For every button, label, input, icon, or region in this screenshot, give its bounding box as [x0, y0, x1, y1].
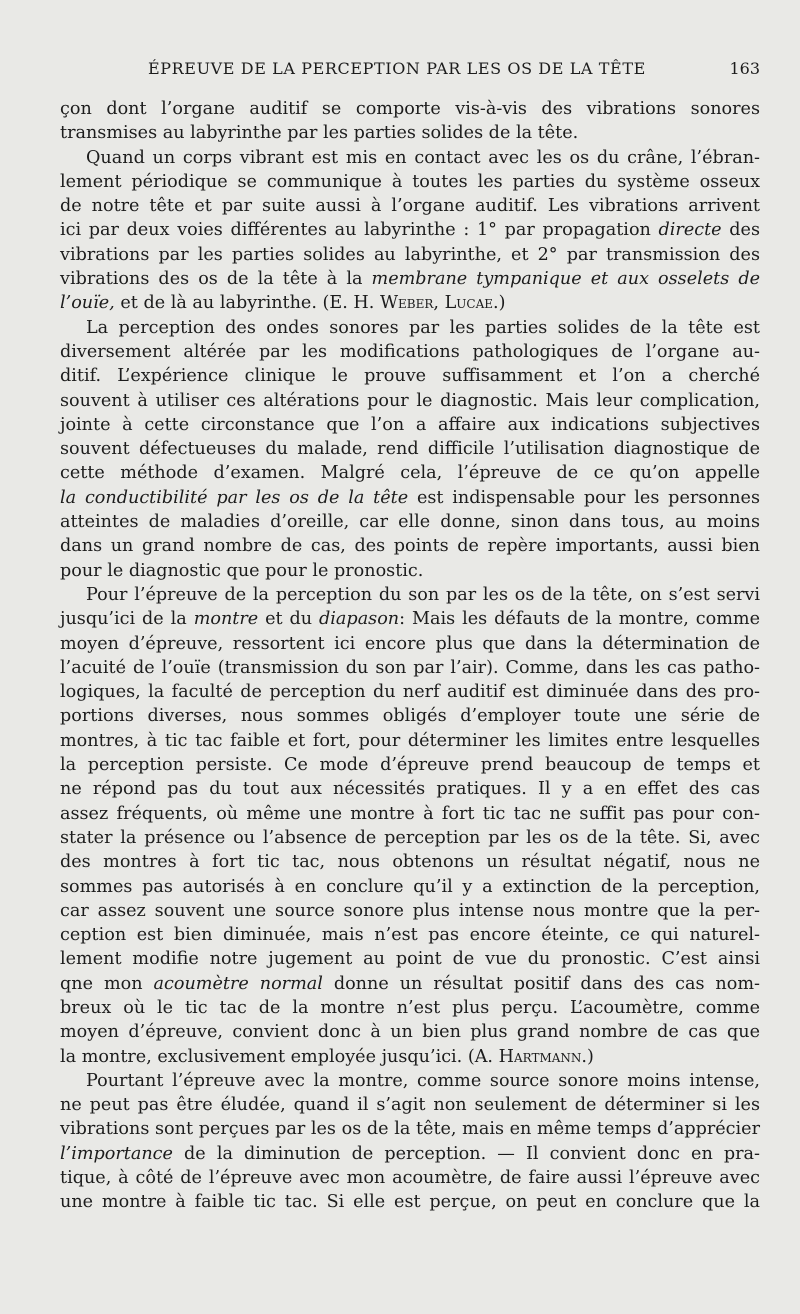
- text-line: [60, 559, 760, 583]
- text-segment: .): [493, 293, 506, 314]
- italic-text: membrane tympanique et aux osselets de: [371, 269, 760, 290]
- text-line: [60, 486, 760, 510]
- italic-text: montre: [193, 609, 259, 630]
- running-head: [60, 59, 760, 85]
- italic-text: l’importance: [60, 1143, 173, 1164]
- text-line: [60, 680, 760, 704]
- italic-text: l’ouïe,: [60, 293, 115, 314]
- text-segment: ,: [433, 293, 445, 314]
- page-number: 163: [729, 59, 760, 78]
- text-line: [60, 1069, 760, 1093]
- text-line: [60, 194, 760, 218]
- text-segment: Pourtant l’épreuve avec la montre, comme source sonore moins intense,: [86, 1070, 760, 1091]
- text-segment: est indispensable pour les personnes: [408, 487, 760, 508]
- text-segment: ici par deux voies différentes au labyrinthe : 1° par propagation: [60, 220, 659, 241]
- text-line: [60, 364, 760, 388]
- text-segment: Quand un corps vibrant est mis en contact avec les os du crâne, l’ébran-: [86, 147, 760, 168]
- text-segment: et de là au labyrinthe. (E. H.: [114, 293, 380, 314]
- text-segment: Pour l’épreuve de la perception du son par les os de la tête, on s’est servi: [86, 584, 760, 605]
- text-segment: çon dont l’organe auditif se comporte vis-à-vis des vibrations sonores: [60, 99, 760, 119]
- text-segment: donne un résultat positif dans des cas nom-: [322, 973, 760, 994]
- text-segment: la perception persiste. Ce mode d’épreuve prend beaucoup de temps et: [60, 755, 760, 776]
- text-line: [60, 607, 760, 631]
- text-line: [60, 1190, 760, 1214]
- text-line: [60, 170, 760, 194]
- text-line: [60, 243, 760, 267]
- text-line: [60, 1117, 760, 1141]
- text-segment: souvent défectueuses du malade, rend difficile l’utilisation diagnostique de: [60, 439, 760, 460]
- text-segment: car assez souvent une source sonore plus intense nous montre que la per-: [60, 900, 760, 921]
- text-segment: jointe à cette circonstance que l’on a affaire aux indications subjectives: [60, 414, 760, 435]
- text-segment: stater la présence ou l’absence de perception par les os de la tête. Si, avec: [60, 827, 760, 848]
- text-line: [60, 996, 760, 1020]
- text-segment: : Mais les défauts de la montre, comme: [399, 609, 760, 630]
- text-segment: ne peut pas être éludée, quand il s’agit non seulement de déterminer si les: [60, 1095, 760, 1116]
- text-line: [60, 534, 760, 558]
- text-segment: logiques, la faculté de perception du nerf auditif est diminuée dans des pro-: [60, 682, 760, 703]
- text-segment: La perception des ondes sonores par les parties solides de la tête est: [86, 317, 760, 338]
- italic-text: directe: [658, 220, 722, 241]
- text-line: [60, 389, 760, 413]
- text-line: [60, 267, 760, 291]
- text-segment: l’acuité de l’ouïe (transmission du son par l’air). Comme, dans les cas patho-: [60, 657, 760, 678]
- author-name: Lucae: [444, 293, 494, 314]
- text-segment: transmises au labyrinthe par les parties solides de la tête.: [60, 123, 579, 144]
- text-line: [60, 777, 760, 801]
- text-segment: diversement altérée par les modifications pathologiques de l’organe au-: [60, 341, 760, 362]
- author-name: Hartmann: [498, 1046, 582, 1067]
- text-line: [60, 461, 760, 485]
- text-line: [60, 1020, 760, 1044]
- text-line: [60, 340, 760, 364]
- text-line: [60, 850, 760, 874]
- text-segment: la montre, exclusivement employée jusqu’ici. (A.: [60, 1046, 499, 1067]
- text-line: [60, 729, 760, 753]
- text-segment: jusqu’ici de la: [60, 609, 194, 630]
- text-line: [60, 656, 760, 680]
- text-line: [60, 899, 760, 923]
- text-line: [60, 632, 760, 656]
- text-line: [60, 121, 760, 145]
- text-segment: vibrations sont perçues par les os de la tête, mais en même temps d’apprécier: [60, 1119, 760, 1140]
- author-name: Weber: [379, 293, 434, 314]
- body-text: [60, 97, 760, 1215]
- text-line: [60, 291, 760, 315]
- text-line: [60, 583, 760, 607]
- text-line: [60, 923, 760, 947]
- text-segment: de notre tête et par suite aussi à l’organe auditif. Les vibrations arrivent: [60, 196, 760, 217]
- italic-text: acoumètre normal: [153, 973, 323, 994]
- text-segment: ditif. L’expérience clinique le prouve suffisamment et l’on a cherché: [60, 366, 760, 387]
- text-segment: .): [581, 1046, 594, 1067]
- text-segment: dans un grand nombre de cas, des points de repère importants, aussi bien: [60, 536, 760, 557]
- text-segment: montres, à tic tac faible et fort, pour déterminer les limites entre lesquelles: [60, 730, 760, 751]
- text-segment: ne répond pas du tout aux nécessités pratiques. Il y a en effet des cas: [60, 779, 760, 800]
- text-line: [60, 972, 760, 996]
- text-segment: pour le diagnostic que pour le pronostic.: [60, 560, 424, 581]
- text-segment: tique, à côté de l’épreuve avec mon acoumètre, de faire aussi l’épreuve avec: [60, 1168, 760, 1189]
- text-line: [60, 802, 760, 826]
- text-line: [60, 1045, 760, 1069]
- text-line: [60, 875, 760, 899]
- text-segment: portions diverses, nous sommes obligés d’employer toute une série de: [60, 706, 760, 727]
- text-line: [60, 826, 760, 850]
- text-line: [60, 413, 760, 437]
- text-segment: assez fréquents, où même une montre à fort tic tac ne suffit pas pour con-: [60, 803, 760, 824]
- text-segment: une montre à faible tic tac. Si elle est perçue, on peut en conclure que la: [60, 1192, 760, 1213]
- text-segment: moyen d’épreuve, convient donc à un bien plus grand nombre de cas que: [60, 1022, 760, 1043]
- text-segment: breux où le tic tac de la montre n’est plus perçu. L’acoumètre, comme: [60, 997, 760, 1018]
- text-line: [60, 1093, 760, 1117]
- text-segment: sommes pas autorisés à en conclure qu’il y a extinction de la perception,: [60, 876, 760, 897]
- text-segment: moyen d’épreuve, ressortent ici encore plus que dans la détermination de: [60, 633, 760, 654]
- text-segment: souvent à utiliser ces altérations pour le diagnostic. Mais leur complication,: [60, 390, 760, 411]
- text-segment: cette méthode d’examen. Malgré cela, l’épreuve de ce qu’on appelle: [60, 463, 760, 484]
- text-segment: des: [721, 220, 760, 241]
- text-segment: vibrations par les parties solides au labyrinthe, et 2° par transmission des: [60, 244, 760, 265]
- text-line: [60, 218, 760, 242]
- text-segment: et du: [258, 609, 320, 630]
- text-line: [60, 1166, 760, 1190]
- text-segment: des montres à fort tic tac, nous obtenons un résultat négatif, nous ne: [60, 852, 760, 873]
- text-line: [60, 316, 760, 340]
- text-line: [60, 437, 760, 461]
- text-segment: qne mon: [60, 973, 154, 994]
- text-line: [60, 146, 760, 170]
- text-segment: de la diminution de perception. — Il convient donc en pra-: [172, 1143, 760, 1164]
- italic-text: diapason: [319, 609, 400, 630]
- text-line: [60, 947, 760, 971]
- text-line: [60, 97, 760, 121]
- italic-text: la conductibilité par les os de la tête: [60, 487, 409, 508]
- text-segment: vibrations des os de la tête à la: [60, 269, 372, 290]
- running-title: ÉPREUVE DE LA PERCEPTION PAR LES OS DE LA TÊTE: [148, 59, 646, 78]
- text-line: [60, 1142, 760, 1166]
- text-line: [60, 753, 760, 777]
- text-segment: lement périodique se communique à toutes les parties du système osseux: [60, 171, 760, 192]
- text-line: [60, 510, 760, 534]
- text-segment: atteintes de maladies d’oreille, car elle donne, sinon dans tous, au moins: [60, 512, 760, 533]
- text-line: [60, 704, 760, 728]
- text-segment: lement modifie notre jugement au point de vue du pronostic. C’est ainsi: [60, 949, 760, 970]
- text-segment: ception est bien diminuée, mais n’est pas encore éteinte, ce qui naturel-: [60, 925, 760, 946]
